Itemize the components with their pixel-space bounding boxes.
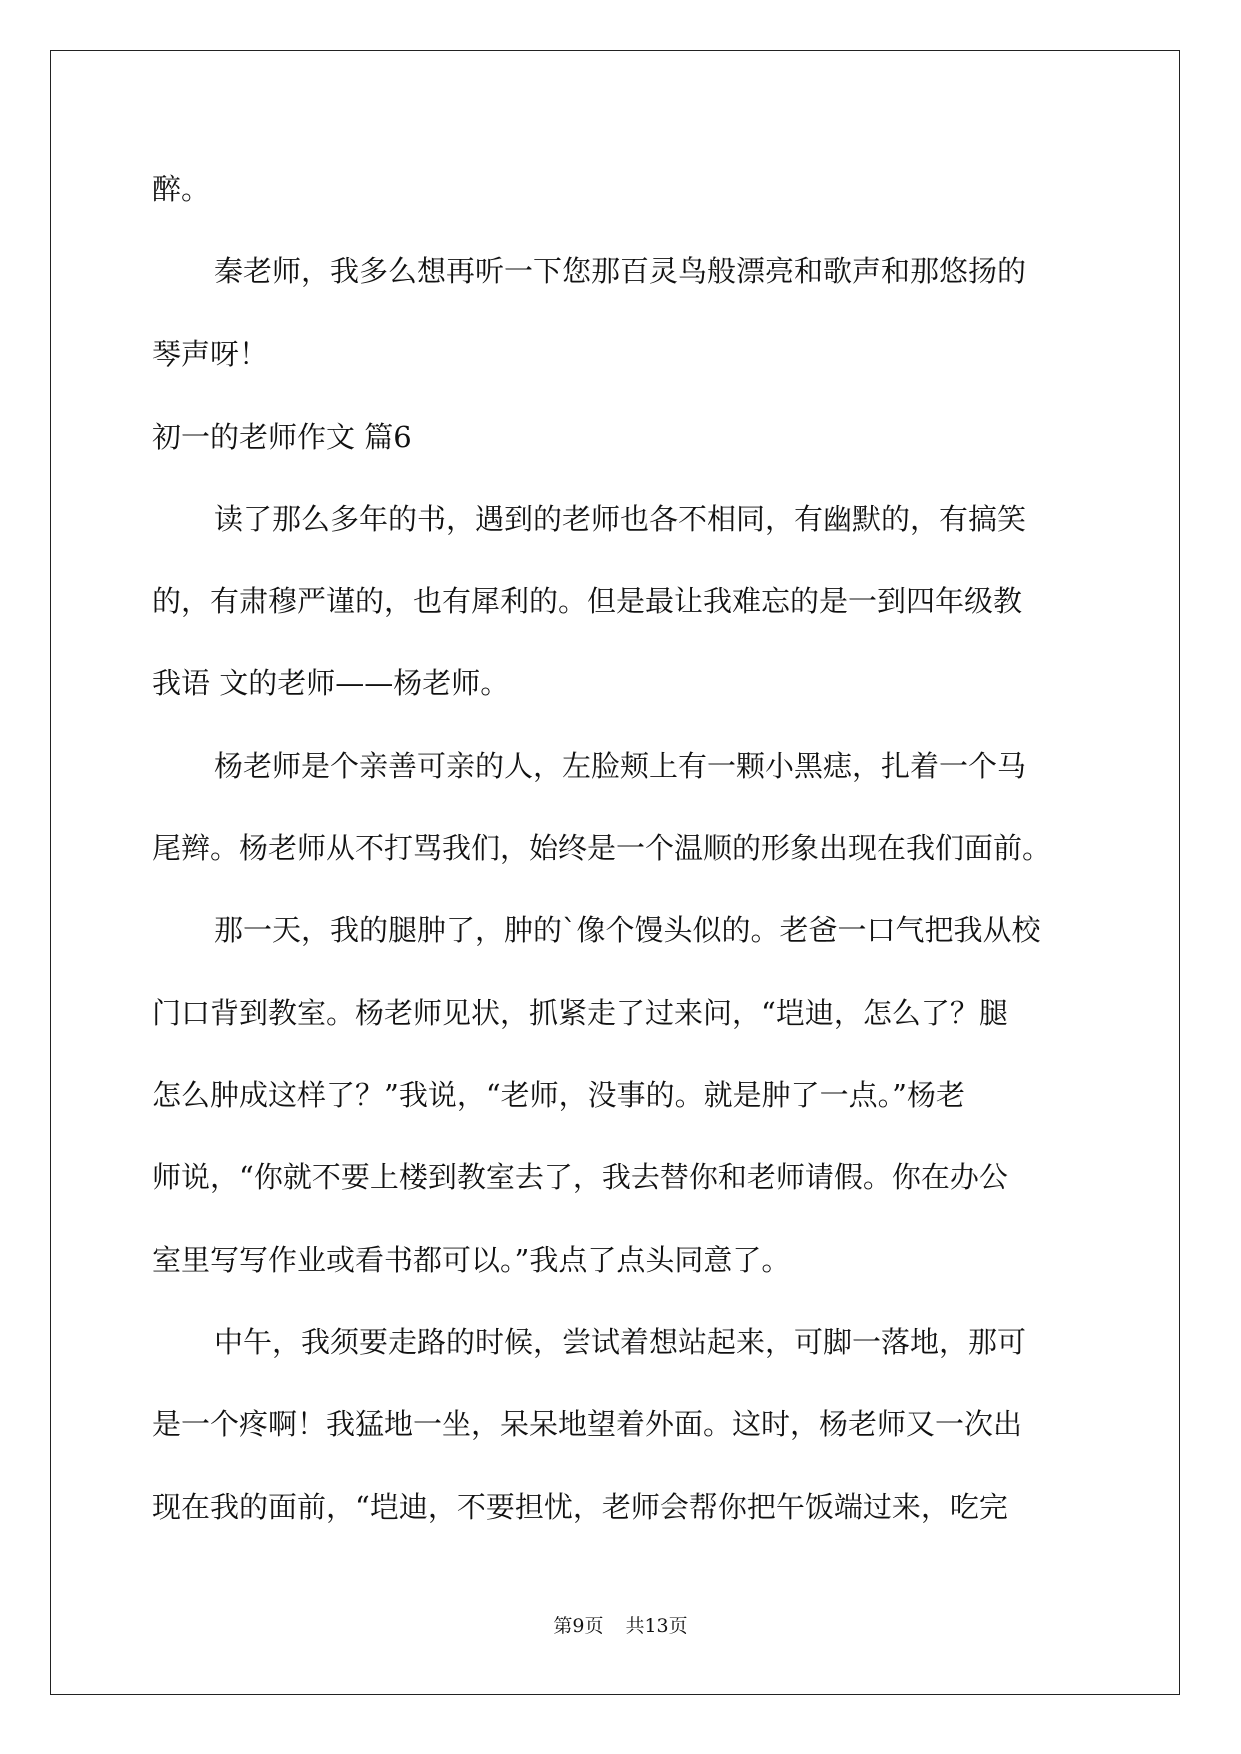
paragraph-line: 读了那么多年的书，遇到的老师也各不相同，有幽默的，有搞笑	[214, 502, 1027, 536]
page-number: 第9页	[553, 1615, 604, 1637]
text-line: 师说，“你就不要上楼到教室去了，我去替你和老师请假。你在办公	[152, 1160, 1008, 1194]
text-line: 的，有肃穆严谨的，也有犀利的。但是最让我难忘的是一到四年级教	[152, 584, 1023, 618]
text-line: 琴声呀！	[152, 337, 269, 371]
paragraph-line: 中午，我须要走路的时候，尝试着想站起来，可脚一落地，那可	[214, 1325, 1027, 1359]
text-line: 我语 文的老师——杨老师。	[152, 666, 510, 700]
paragraph-line: 杨老师是个亲善可亲的人，左脸颊上有一颗小黑痣，扎着一个马	[214, 749, 1027, 783]
text-line: 是一个疼啊！我猛地一坐，呆呆地望着外面。这时，杨老师又一次出	[152, 1407, 1023, 1441]
text-line: 室里写写作业或看书都可以。”我点了点头同意了。	[152, 1243, 791, 1277]
text-line: 尾辫。杨老师从不打骂我们，始终是一个温顺的形象出现在我们面前。	[152, 831, 1052, 865]
page-footer	[0, 1617, 1241, 1636]
paragraph-line: 秦老师，我多么想再听一下您那百灵鸟般漂亮和歌声和那悠扬的	[214, 254, 1027, 288]
text-line: 醉。	[152, 172, 211, 206]
paragraph-line: 那一天，我的腿肿了，肿的`像个馒头似的。老爸一口气把我从校	[214, 913, 1041, 947]
total-pages: 共13页	[625, 1615, 688, 1637]
text-line: 门口背到教室。杨老师见状，抓紧走了过来问，“垲迪，怎么了？腿	[152, 996, 1008, 1030]
section-heading: 初一的老师作文 篇6	[152, 420, 412, 454]
text-line: 现在我的面前，“垲迪，不要担忧，老师会帮你把午饭端过来，吃完	[152, 1490, 1008, 1524]
text-line: 怎么肿成这样了？”我说，“老师，没事的。就是肿了一点。”杨老	[152, 1078, 965, 1112]
page-border	[50, 50, 1180, 1695]
